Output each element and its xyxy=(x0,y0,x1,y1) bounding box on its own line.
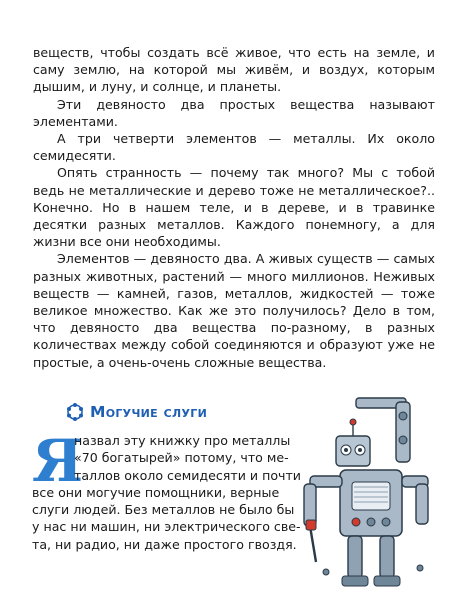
text-line: слуги людей. Без металлов не было бы xyxy=(32,502,295,518)
text-line: назвал эту книжку про металлы xyxy=(74,433,291,448)
main-text xyxy=(33,44,435,371)
paragraph: Опять странность — почему так много? Мы с тобой ведь не металлические и дерево тоже не металлическое?.. Конечно. Но в нашем теле, и в дереве, и в травинке десятки разных металлов. Каждого понемногу, а для жизни все они необходимы. xyxy=(33,165,435,250)
drop-cap: Я xyxy=(32,427,84,495)
paragraph: Эти девяносто два простых вещества называют элементами. xyxy=(33,96,435,129)
text-line: та, ни радио, ни даже простого гвоздя. xyxy=(32,536,297,552)
molecule-ring-icon xyxy=(64,401,86,423)
section-title: Могучие слуги xyxy=(90,403,208,421)
section-text xyxy=(32,427,332,553)
paragraph: веществ, чтобы создать всё живое, что есть на земле, и саму землю, на которой мы живём, и воздух, которым дышим, и луну, и солнце, и планеты. xyxy=(33,45,435,95)
text-line: все они могучие помощники, верные xyxy=(32,484,280,500)
section-heading xyxy=(64,398,207,426)
text-line: таллов около семидесяти и почти xyxy=(74,467,301,483)
text-line: у нас ни машин, ни электрического све- xyxy=(32,519,301,535)
paragraph: Элементов — девяносто два. А живых существ — самых разных животных, растений — много миллионов. Неживых веществ — камней, газов, металлов, жидкостей — тоже великое множество. Как же это получилось? Дело в том, что девяносто два вещества по-разному, в разных количествах между собой соединяются и образуют уже не простые, а очень-очень сложные вещества. xyxy=(33,251,435,370)
robot-illustration xyxy=(296,392,436,592)
text-line: «70 богатырей» потому, что ме- xyxy=(74,450,289,466)
paragraph: А три четверти элементов — металлы. Их около семидесяти. xyxy=(33,131,435,164)
